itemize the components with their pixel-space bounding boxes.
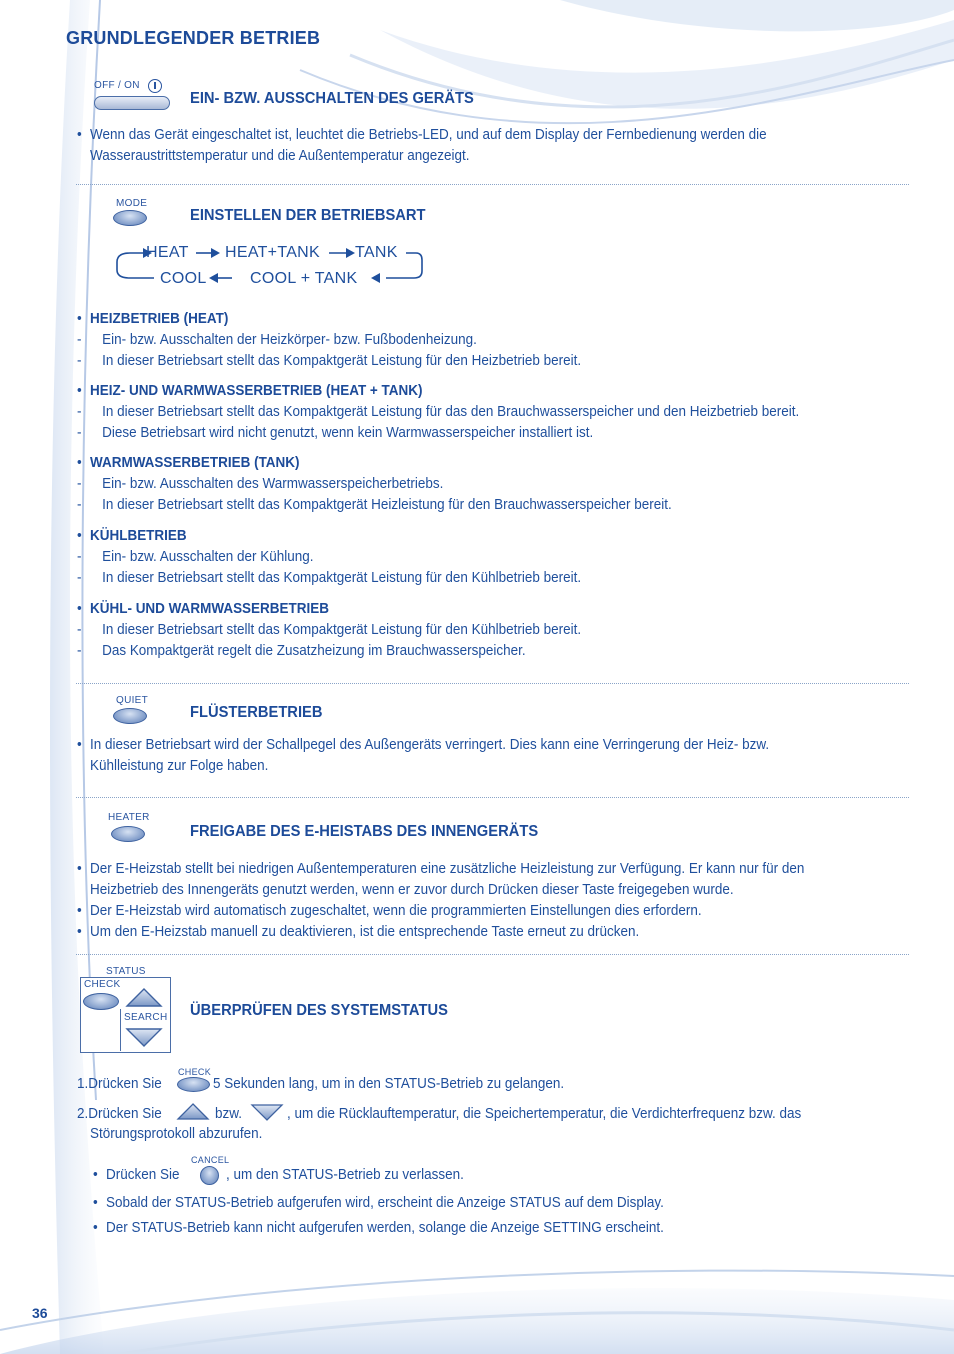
down-arrow-icon	[250, 1102, 284, 1122]
section-title-quiet: FLÜSTERBETRIEB	[190, 704, 323, 721]
status-panel-label: STATUS	[106, 966, 146, 977]
dash: -	[76, 570, 82, 586]
page-number: 36	[32, 1305, 48, 1321]
dash: -	[76, 643, 82, 659]
bullet: •	[92, 1220, 98, 1236]
quiet-line-2: Kühlleistung zur Folge haben.	[90, 758, 269, 774]
mode-item-heat	[76, 309, 582, 372]
off-on-button-label: OFF / ON	[94, 80, 140, 91]
status-note-3	[92, 1218, 664, 1239]
status-step-2-mid: bzw.	[215, 1106, 242, 1122]
check-inline-icon	[177, 1077, 210, 1092]
step-text: Drücken Sie	[88, 1106, 162, 1122]
mode-item-heading: KÜHL- UND WARMWASSERBETRIEB	[90, 601, 329, 617]
mode-item-detail: Ein- bzw. Ausschalten der Kühlung.	[102, 549, 314, 565]
mode-item-cool-tank	[76, 599, 582, 662]
heater-line: Heizbetrieb des Innengeräts genutzt werden, wenn er zuvor durch Drücken dieser Taste freigegeben wurde.	[90, 882, 734, 898]
bullet: •	[76, 383, 82, 399]
mode-item-detail: In dieser Betriebsart stellt das Kompaktgerät Leistung für das den Brauchwasserspeicher und den Heizbetrieb bereit.	[102, 404, 800, 420]
dash: -	[76, 404, 82, 420]
mode-item-heat-tank	[76, 381, 800, 444]
mode-item-detail: Diese Betriebsart wird nicht genutzt, wenn kein Warmwasserspeicher installiert ist.	[102, 425, 594, 441]
dash: -	[76, 353, 82, 369]
status-step-2-line2: Störungsprotokoll abzurufen.	[90, 1126, 263, 1142]
heater-line: Der E-Heizstab stellt bei niedrigen Außentemperaturen eine zusätzliche Heizleistung zur Verfügung. Er kann nur für den	[90, 861, 805, 877]
note-text: Der STATUS-Betrieb kann nicht aufgerufen werden, solange die Anzeige SETTING erscheint.	[106, 1220, 664, 1236]
divider	[76, 184, 909, 185]
section-title-status: ÜBERPRÜFEN DES SYSTEMSTATUS	[190, 1002, 448, 1019]
status-step-2	[77, 1104, 162, 1125]
check-inline-label: CHECK	[178, 1067, 212, 1077]
check-button[interactable]	[83, 993, 119, 1010]
off-on-button[interactable]	[94, 96, 170, 110]
bullet: •	[76, 528, 82, 544]
dash: -	[76, 549, 82, 565]
dash: -	[76, 425, 82, 441]
step-number: 1.	[77, 1076, 89, 1092]
mode-cool: COOL	[160, 270, 207, 287]
power-line-2: Wasseraustrittstemperatur und die Außentemperatur angezeigt.	[90, 148, 470, 164]
cancel-inline-icon	[200, 1166, 219, 1185]
search-up-button[interactable]	[125, 987, 163, 1009]
mode-cool-tank: COOL + TANK	[250, 270, 358, 287]
mode-heat: HEAT	[146, 244, 189, 261]
heater-button-label: HEATER	[108, 812, 150, 823]
mode-item-detail: In dieser Betriebsart stellt das Kompaktgerät Heizleistung für den Brauchwasserspeicher bereit.	[102, 497, 672, 513]
divider	[76, 954, 909, 955]
quiet-description	[76, 735, 770, 777]
quiet-button[interactable]	[113, 708, 147, 724]
bullet: •	[76, 311, 82, 327]
bullet: •	[76, 737, 82, 753]
mode-item-heading: HEIZBETRIEB (HEAT)	[90, 311, 229, 327]
section-title-heater: FREIGABE DES E-HEISTABS DES INNENGERÄTS	[190, 823, 539, 840]
step-text: Drücken Sie	[88, 1076, 162, 1092]
up-arrow-icon	[176, 1102, 210, 1122]
bullet: •	[76, 455, 82, 471]
section-title-mode: EINSTELLEN DER BETRIEBSART	[190, 207, 426, 224]
power-icon	[148, 79, 162, 93]
note-text: Sobald der STATUS-Betrieb aufgerufen wird, erscheint die Anzeige STATUS auf dem Display.	[106, 1195, 664, 1211]
divider	[76, 797, 909, 798]
mode-item-detail: In dieser Betriebsart stellt das Kompaktgerät Leistung für den Kühlbetrieb bereit.	[102, 570, 582, 586]
check-button-label: CHECK	[84, 979, 121, 990]
divider	[76, 683, 909, 684]
quiet-line-1: In dieser Betriebsart wird der Schallpegel des Außengeräts verringert. Dies kann eine Verringerung der Heiz- bzw.	[90, 737, 770, 753]
bullet: •	[76, 127, 82, 143]
search-down-button[interactable]	[125, 1026, 163, 1048]
mode-item-heading: HEIZ- UND WARMWASSERBETRIEB (HEAT + TANK)	[90, 383, 423, 399]
bullet: •	[76, 924, 82, 940]
quiet-button-label: QUIET	[116, 695, 149, 706]
heater-description	[76, 859, 805, 943]
page-title: GRUNDLEGENDER BETRIEB	[66, 28, 321, 48]
mode-button[interactable]	[113, 210, 147, 226]
status-step-1	[77, 1074, 162, 1095]
heater-button[interactable]	[111, 826, 145, 842]
status-note-1	[92, 1165, 180, 1186]
step-number: 2.	[77, 1106, 89, 1122]
bullet: •	[76, 601, 82, 617]
mode-item-detail: Ein- bzw. Ausschalten des Warmwasserspeicherbetriebs.	[102, 476, 444, 492]
mode-item-tank	[76, 453, 672, 516]
search-label: SEARCH	[124, 1012, 168, 1023]
mode-button-label: MODE	[116, 198, 148, 209]
heater-line: Der E-Heizstab wird automatisch zugeschaltet, wenn die programmierten Einstellungen dies erfordern.	[90, 903, 702, 919]
status-note-1-rest: , um den STATUS-Betrieb zu verlassen.	[226, 1167, 464, 1183]
mode-tank: TANK	[355, 244, 398, 261]
bullet: •	[92, 1167, 98, 1183]
cancel-inline-label: CANCEL	[191, 1155, 230, 1165]
mode-item-heading: WARMWASSERBETRIEB (TANK)	[90, 455, 300, 471]
bullet: •	[92, 1195, 98, 1211]
section-title-power: EIN- BZW. AUSSCHALTEN DES GERÄTS	[190, 90, 474, 107]
mode-item-detail: Das Kompaktgerät regelt die Zusatzheizung im Brauchwasserspeicher.	[102, 643, 526, 659]
dash: -	[76, 497, 82, 513]
note-text: Drücken Sie	[106, 1167, 180, 1183]
power-line-1: Wenn das Gerät eingeschaltet ist, leuchtet die Betriebs-LED, und auf dem Display der Fernbedienung werden die	[90, 127, 767, 143]
heater-line: Um den E-Heizstab manuell zu deaktivieren, ist die entsprechende Taste erneut zu drücken.	[90, 924, 640, 940]
power-description	[76, 125, 767, 167]
status-step-1-rest: 5 Sekunden lang, um in den STATUS-Betrieb zu gelangen.	[213, 1076, 565, 1092]
bullet: •	[76, 903, 82, 919]
dash: -	[76, 332, 82, 348]
bullet: •	[76, 861, 82, 877]
mode-item-detail: In dieser Betriebsart stellt das Kompaktgerät Leistung für den Kühlbetrieb bereit.	[102, 622, 582, 638]
dash: -	[76, 622, 82, 638]
mode-item-cool	[76, 526, 582, 589]
mode-item-heading: KÜHLBETRIEB	[90, 528, 187, 544]
status-step-2-rest: , um die Rücklauftemperatur, die Speichertemperatur, die Verdichterfrequenz bzw. das	[287, 1106, 802, 1122]
dash: -	[76, 476, 82, 492]
mode-item-detail: In dieser Betriebsart stellt das Kompaktgerät Leistung für den Heizbetrieb bereit.	[102, 353, 582, 369]
mode-heat-tank: HEAT+TANK	[225, 244, 321, 261]
mode-item-detail: Ein- bzw. Ausschalten der Heizkörper- bzw. Fußbodenheizung.	[102, 332, 477, 348]
status-note-2	[92, 1193, 664, 1214]
